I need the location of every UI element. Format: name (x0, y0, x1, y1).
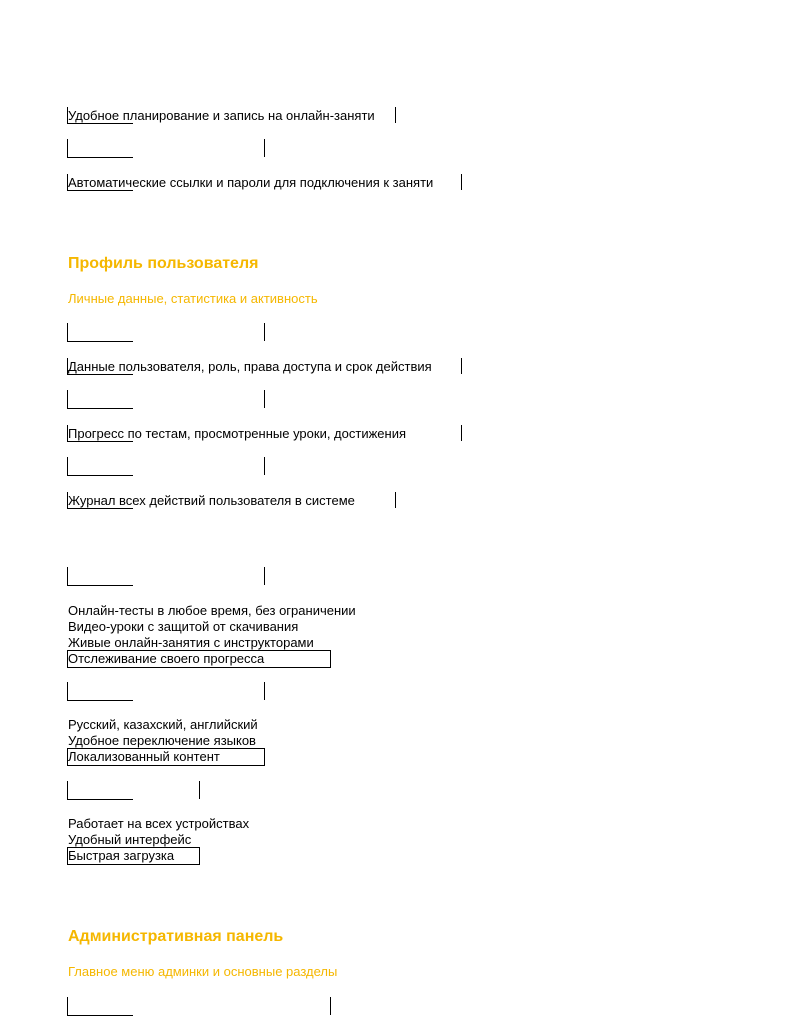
feature-scheduling: Удобное планирование и запись на онлайн-заняти (68, 108, 375, 123)
empty-frame-underline (67, 157, 133, 158)
language-item-switch: Удобное переключение языков (68, 733, 256, 748)
frame-right-edge (395, 492, 396, 508)
profile-item-progress: Прогресс по тестам, просмотренные уроки, достижения (68, 426, 406, 441)
empty-frame-underline (67, 341, 133, 342)
learning-item-tests: Онлайн-тесты в любое время, без ограничении (68, 603, 356, 618)
empty-frame-left (67, 567, 68, 585)
empty-frame-left (67, 781, 68, 799)
empty-frame-underline (67, 408, 133, 409)
empty-frame-right (264, 567, 265, 585)
admin-section-subtitle: Главное меню админки и основные разделы (68, 964, 338, 979)
learning-item-video: Видео-уроки с защитой от скачивания (68, 619, 299, 634)
empty-frame-underline (67, 1015, 133, 1016)
empty-frame-left (67, 457, 68, 475)
profile-section-title: Профиль пользователя (68, 255, 259, 272)
frame-right-edge (461, 425, 462, 441)
language-item-langs: Русский, казахский, английский (68, 717, 258, 732)
empty-frame-right (264, 390, 265, 408)
empty-frame-right (264, 682, 265, 700)
empty-frame-underline (67, 799, 133, 800)
empty-frame-left (67, 682, 68, 700)
empty-frame-right (330, 997, 331, 1015)
device-item-fast-load: Быстрая загрузка (68, 848, 175, 863)
language-item-localized: Локализованный контент (68, 749, 220, 764)
empty-frame-left (67, 997, 68, 1015)
frame-right-edge (395, 107, 396, 123)
empty-frame-right (264, 323, 265, 341)
empty-frame-underline (67, 475, 133, 476)
device-item-interface: Удобный интерфейс (68, 832, 192, 847)
frame-right-edge (461, 358, 462, 374)
empty-frame-underline (67, 585, 133, 586)
empty-frame-right (199, 781, 200, 799)
admin-section-title: Административная панель (68, 928, 284, 945)
learning-item-progress: Отслеживание своего прогресса (68, 651, 265, 666)
profile-section-subtitle: Личные данные, статистика и активность (68, 291, 318, 306)
empty-frame-right (264, 457, 265, 475)
learning-item-live: Живые онлайн-занятия с инструкторами (68, 635, 314, 650)
empty-frame-left (67, 390, 68, 408)
device-item-all-devices: Работает на всех устройствах (68, 816, 250, 831)
empty-frame-right (264, 139, 265, 157)
empty-frame-underline (67, 700, 133, 701)
profile-item-user-data: Данные пользователя, роль, права доступа и срок действия (68, 359, 432, 374)
empty-frame-left (67, 323, 68, 341)
frame-right-edge (461, 174, 462, 190)
empty-frame-left (67, 139, 68, 157)
feature-auto-links: Автоматические ссылки и пароли для подключения к заняти (68, 175, 434, 190)
profile-item-activity-log: Журнал всех действий пользователя в системе (68, 493, 355, 508)
